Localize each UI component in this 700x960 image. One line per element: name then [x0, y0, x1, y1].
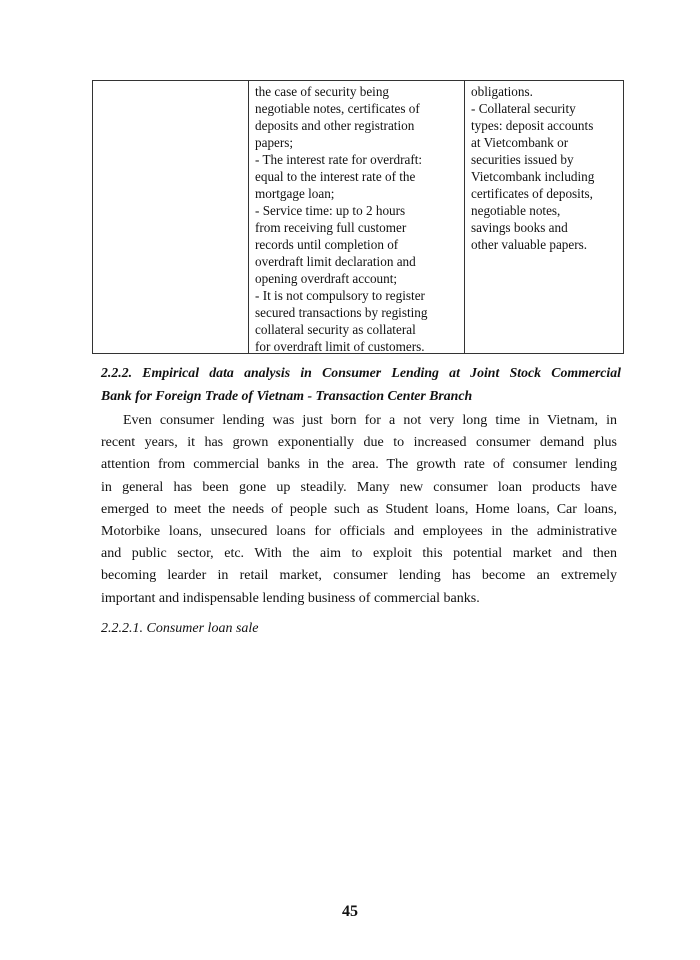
text-line: papers; [255, 135, 294, 150]
text-line: from receiving full customer [255, 220, 407, 235]
continuation-table [92, 80, 624, 354]
text-line: deposits and other registration [255, 118, 415, 133]
text-line: secured transactions by registing [255, 305, 428, 320]
text-line: other valuable papers. [471, 237, 588, 252]
text-line: at Vietcombank or [471, 135, 569, 150]
paragraph-line: becoming learder in retail market, consumer lending has become an extremely [101, 568, 617, 584]
text-line: opening overdraft account; [255, 271, 398, 286]
text-line: obligations. [471, 84, 533, 99]
text-line: - It is not compulsory to register [255, 288, 425, 303]
text-line: securities issued by [471, 152, 574, 167]
table-column-empty [93, 81, 249, 353]
page-number: 45 [342, 903, 358, 920]
section-heading-line-1: 2.2.2. Empirical data analysis in Consumer Lending at Joint Stock Commercial [101, 365, 621, 380]
text-line: - Collateral security [471, 101, 576, 116]
text-line: negotiable notes, certificates of [255, 101, 420, 116]
text-line: collateral security as collateral [255, 322, 416, 337]
table-column-conditions [249, 81, 465, 353]
text-line: - Service time: up to 2 hours [255, 203, 406, 218]
text-line: records until completion of [255, 237, 399, 252]
text-line: - The interest rate for overdraft: [255, 152, 423, 167]
text-line: Vietcombank including [471, 169, 595, 184]
paragraph-line: attention from commercial banks in the area. The growth rate of consumer lending [101, 457, 617, 473]
text-line: overdraft limit declaration and [255, 254, 416, 269]
paragraph-line: in general has been gone up steadily. Many new consumer loan products have [101, 479, 617, 495]
paragraph-line: emerged to meet the needs of people such as Student loans, Home loans, Car loans, [101, 501, 617, 517]
text-line: for overdraft limit of customers. [255, 339, 425, 354]
body-paragraph [101, 410, 617, 610]
text-line: savings books and [471, 220, 568, 235]
paragraph-line: important and indispensable lending business of commercial banks. [101, 590, 480, 606]
paragraph-line: and public sector, etc. With the aim to exploit this potential market and then [101, 546, 617, 562]
text-line: types: deposit accounts [471, 118, 594, 133]
text-line: certificates of deposits, [471, 186, 593, 201]
text-line: negotiable notes, [471, 203, 561, 218]
section-heading-line-2: Bank for Foreign Trade of Vietnam - Transaction Center Branch [101, 388, 473, 403]
paragraph-line: recent years, it has grown exponentially due to increased consumer demand plus [101, 435, 617, 451]
text-line: equal to the interest rate of the [255, 169, 416, 184]
collateral-cell [471, 83, 594, 253]
subsection-heading: 2.2.2.1. Consumer loan sale [101, 621, 259, 636]
table-column-collateral [465, 81, 623, 353]
paragraph-line: Even consumer lending was just born for a not very long time in Vietnam, in [123, 413, 617, 428]
text-line: the case of security being [255, 84, 390, 99]
text-line: mortgage loan; [255, 186, 335, 201]
conditions-cell [255, 83, 428, 355]
paragraph-line: Motorbike loans, unsecured loans for officials and employees in the administrative [101, 524, 617, 540]
